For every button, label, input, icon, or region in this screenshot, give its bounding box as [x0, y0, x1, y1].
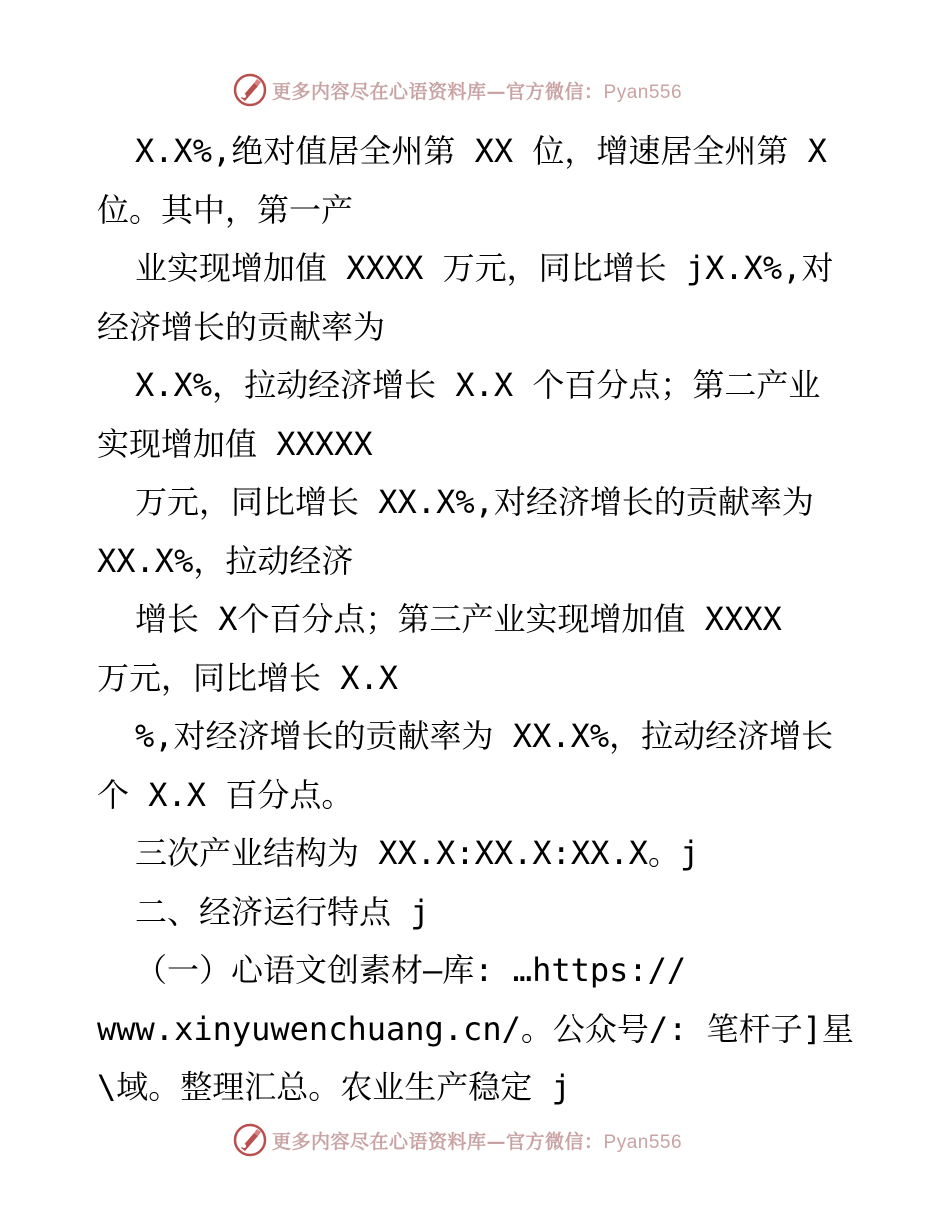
text-line: 位。其中，第一产 — [97, 190, 354, 229]
text-line: XX.X%，拉动经济 — [97, 541, 354, 580]
text-line: （一）心语文创素材—库: …https:// — [135, 951, 687, 989]
text-line: X.X%,绝对值居全州第 XX 位，增速居全州第 X — [135, 132, 827, 170]
text-line: %,对经济增长的贡献率为 XX.X%，拉动经济增长 — [135, 717, 834, 755]
banner-label: 更多内容尽在心语资料库—官方微信： — [272, 80, 604, 103]
section-heading: 二、经济运行特点 j — [135, 892, 430, 931]
text-line: 三次产业结构为 XX.X:XX.X:XX.X。j — [135, 834, 700, 872]
text-line: X.X%，拉动经济增长 X.X 个百分点；第二产业 — [135, 366, 821, 404]
header-banner — [232, 70, 712, 110]
text-line: 业实现增加值 XXXX 万元，同比增长 jX.X%,对 — [135, 249, 834, 287]
text-line: 实现增加值 XXXXX — [97, 424, 373, 463]
text-line: 万元，同比增长 XX.X%,对经济增长的贡献率为 — [135, 483, 814, 521]
banner-wechat-id: Pyan556 — [603, 81, 683, 103]
pen-logo-icon — [232, 1122, 268, 1158]
footer-banner — [232, 1120, 712, 1160]
text-line: \域。整理汇总。农业生产稳定 j — [97, 1068, 571, 1106]
pen-logo-icon — [232, 72, 268, 108]
banner-label: 更多内容尽在心语资料库—官方微信： — [272, 1130, 604, 1153]
text-line: 万元，同比增长 X.X — [97, 658, 399, 697]
text-line: 增长 X个百分点；第三产业实现增加值 XXXX — [135, 600, 782, 638]
banner-wechat-id: Pyan556 — [603, 1131, 683, 1153]
body-text — [97, 122, 857, 1117]
text-line: www.xinyuwenchuang.cn/。公众号/: 笔杆子]星 — [97, 1009, 854, 1048]
text-line: 经济增长的贡献率为 — [97, 307, 386, 346]
text-line: 个 X.X 百分点。 — [97, 775, 354, 814]
